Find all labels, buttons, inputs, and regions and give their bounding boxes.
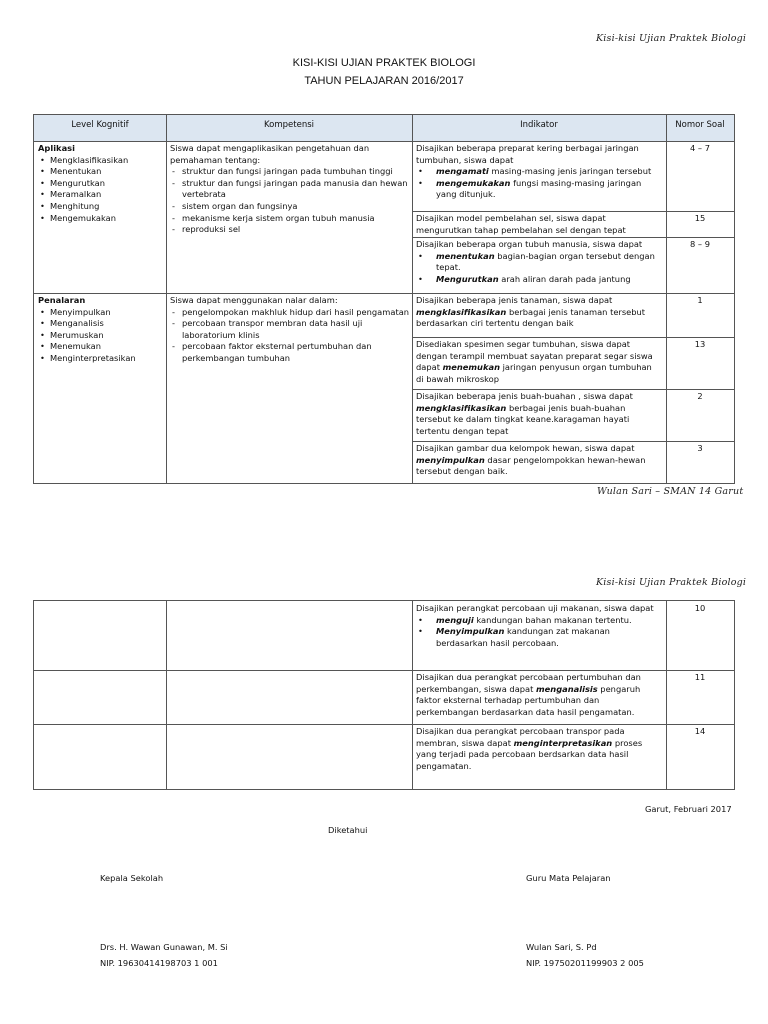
indikator-aplikasi-1: Disajikan beberapa preparat kering berbagai jaringan tumbuhan, siswa dapat • mengamati masing-masing jenis jaringan tersebut • mengemukakan fungsi masing-masing jaringan yang ditunjuk. (416, 143, 662, 201)
level-aplikasi: Aplikasi • Mengklasifikasikan • Menentukan • Mengurutkan • Meramalkan • Menghitung • Mengemukakan (38, 143, 162, 224)
col-header-nomor: Nomor Soal (675, 120, 725, 130)
indikator-penalaran-1: Disajikan beberapa jenis tanaman, siswa dapat mengklasifikasikan berbagai jenis tanaman tersebut berdasarkan ciri tertentu dengan baik (416, 295, 646, 329)
nomor-soal: 10 (694, 603, 706, 613)
list-item: • Menginterpretasikan (38, 353, 162, 365)
list-item: - percobaan transpor membran data hasil uji laboratorium klinis (170, 318, 410, 341)
list-item: - pengelompokan makhluk hidup dari hasil pengamatan (170, 307, 410, 319)
indikator-row-1: Disajikan perangkat percobaan uji makanan, siswa dapat • menguji kandungan bahan makanan tertentu. • Menyimpulkan kandungan zat makanan berdasarkan hasil percobaan. (416, 603, 662, 649)
diketahui-label: Diketahui (328, 825, 368, 835)
guru-nip: NIP. 19750201199903 2 005 (526, 958, 644, 968)
kompetensi-aplikasi: Siswa dapat mengaplikasikan pengetahuan dan pemahaman tentang: - struktur dan fungsi jaringan pada tumbuhan tinggi - struktur dan fungsi jaringan pada manusia dan hewan vertebrata - sistem organ dan fungsinya - mekanisme kerja sistem organ tubuh manusia - reproduksi sel (170, 143, 410, 236)
indikator-row-3: Disajikan dua perangkat percobaan transpor pada membran, siswa dapat menginterpretasikan proses yang terjadi pada percobaan berdsarkan data hasil pengamatan. (416, 726, 643, 771)
nomor-soal: 1 (697, 295, 703, 305)
indikator-row-2: Disajikan dua perangkat percobaan pertumbuhan dan perkembangan, siswa dapat menganalisis pengaruh faktor eksternal terhadap pertumbuhan dan perkembangan berdasarkan data hasil pengamatan. (416, 672, 641, 717)
document-date: Garut, Februari 2017 (645, 804, 732, 814)
kepala-sekolah-title: Kepala Sekolah (100, 873, 164, 883)
list-item: - percobaan faktor eksternal pertumbuhan dan perkembangan tumbuhan (170, 341, 410, 364)
nomor-soal: 14 (694, 726, 706, 736)
document-subtitle: TAHUN PELAJARAN 2016/2017 (304, 75, 464, 87)
col-header-indikator: Indikator (520, 120, 558, 130)
list-item: - mekanisme kerja sistem organ tubuh manusia (170, 213, 410, 225)
list-item: • Mengurutkan (38, 178, 162, 190)
guru-title: Guru Mata Pelajaran (526, 873, 611, 883)
indikator-penalaran-4: Disajikan gambar dua kelompok hewan, siswa dapat menyimpulkan dasar pengelompokkan hewan-hewan tersebut dengan baik. (416, 443, 646, 477)
nomor-soal: 4 – 7 (690, 143, 710, 153)
list-item: - struktur dan fungsi jaringan pada tumbuhan tinggi (170, 166, 410, 178)
kepala-sekolah-nip: NIP. 19630414198703 1 001 (100, 958, 218, 968)
page-header-2: Kisi-kisi Ujian Praktek Biologi (596, 577, 747, 588)
list-item: - sistem organ dan fungsinya (170, 201, 410, 213)
nomor-soal: 15 (694, 213, 706, 223)
nomor-soal: 3 (697, 443, 703, 453)
indikator-penalaran-2: Disediakan spesimen segar tumbuhan, siswa dapat dengan terampil membuat sayatan preparat segar siswa dapat menemukan jaringan penyusun organ tumbuhan di bawah mikroskop (416, 339, 653, 384)
kisi-kisi-table-continued (33, 600, 735, 790)
document-title: KISI-KISI UJIAN PRAKTEK BIOLOGI (292, 57, 476, 69)
list-item: • Menganalisis (38, 318, 162, 330)
kompetensi-penalaran: Siswa dapat menggunakan nalar dalam: - pengelompokan makhluk hidup dari hasil pengamatan - percobaan transpor membran data hasil uji laboratorium klinis - percobaan faktor eksternal pertumbuhan dan perkembangan tumbuhan (170, 295, 410, 365)
list-item: - struktur dan fungsi jaringan pada manusia dan hewan vertebrata (170, 178, 410, 201)
col-header-level: Level Kognitif (71, 120, 129, 130)
kisi-kisi-table (33, 114, 735, 484)
nomor-soal: 2 (697, 391, 703, 401)
nomor-soal: 13 (694, 339, 706, 349)
guru-name: Wulan Sari, S. Pd (526, 942, 597, 952)
list-item: • Menemukan (38, 341, 162, 353)
nomor-soal: 8 – 9 (690, 239, 710, 249)
page-footer: Wulan Sari – SMAN 14 Garut (597, 486, 744, 497)
kepala-sekolah-name: Drs. H. Wawan Gunawan, M. Si (100, 942, 228, 952)
col-header-kompetensi: Kompetensi (264, 120, 314, 130)
list-item: • Menyimpulkan (38, 307, 162, 319)
list-item: • Menentukan (38, 166, 162, 178)
list-item: • Menghitung (38, 201, 162, 213)
level-penalaran: Penalaran • Menyimpulkan • Menganalisis • Merumuskan • Menemukan • Menginterpretasikan (38, 295, 162, 365)
page-header: Kisi-kisi Ujian Praktek Biologi (596, 33, 747, 44)
indikator-aplikasi-2: Disajikan model pembelahan sel, siswa dapat mengurutkan tahap pembelahan sel dengan tepat (416, 213, 626, 235)
indikator-penalaran-3: Disajikan beberapa jenis buah-buahan , siswa dapat mengklasifikasikan berbagai jenis buah-buahan tersebut ke dalam tingkat keane.karagaman hayati tertentu dengan tepat (416, 391, 633, 436)
list-item: • Merumuskan (38, 330, 162, 342)
list-item: • Mengemukakan (38, 213, 162, 225)
list-item: • Meramalkan (38, 189, 162, 201)
list-item: • Mengklasifikasikan (38, 155, 162, 167)
indikator-aplikasi-3: Disajikan beberapa organ tubuh manusia, siswa dapat • menentukan bagian-bagian organ tersebut dengan tepat. • Mengurutkan arah aliran darah pada jantung (416, 239, 662, 285)
nomor-soal: 11 (694, 672, 706, 682)
list-item: - reproduksi sel (170, 224, 410, 236)
